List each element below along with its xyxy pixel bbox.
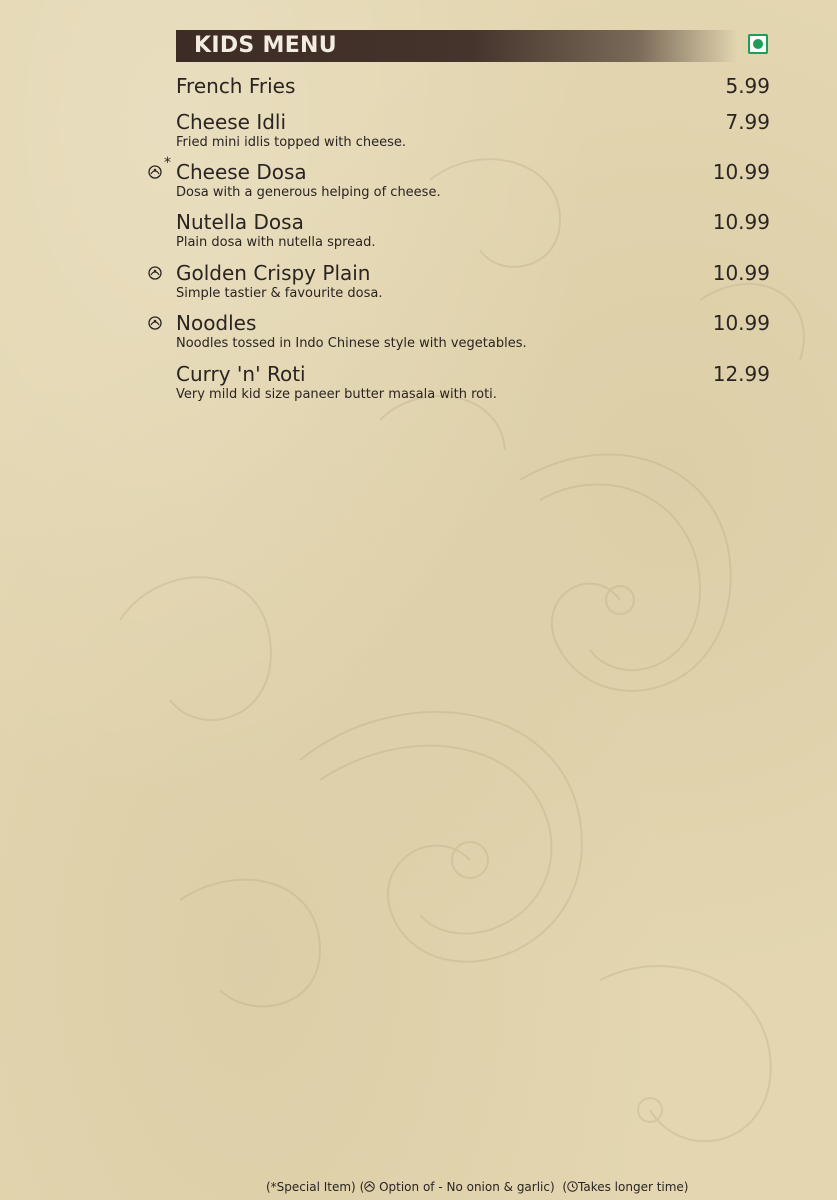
item-price: 10.99 (712, 311, 770, 335)
no-onion-garlic-icon (364, 1181, 375, 1192)
no-onion-garlic-icon (148, 316, 162, 330)
option-note-open: ( (359, 1180, 365, 1194)
item-name: French Fries (176, 74, 296, 98)
no-onion-garlic-icon (148, 266, 162, 280)
item-name: Golden Crispy Plain (176, 261, 371, 285)
item-description: Plain dosa with nutella spread. (176, 235, 376, 250)
item-price: 10.99 (712, 261, 770, 285)
legend-footnote (266, 1180, 689, 1194)
menu-item (176, 311, 770, 352)
item-description: Dosa with a generous helping of cheese. (176, 185, 441, 200)
item-name: Cheese Dosa (176, 160, 307, 184)
item-name: Noodles (176, 311, 257, 335)
item-description: Noodles tossed in Indo Chinese style with vegetables. (176, 336, 527, 351)
item-price: 7.99 (725, 110, 770, 134)
item-price: 12.99 (712, 362, 770, 386)
option-note: Option of - No onion & garlic) (379, 1180, 555, 1194)
menu-item (176, 110, 770, 151)
no-onion-garlic-icon (148, 165, 162, 179)
item-name: Nutella Dosa (176, 210, 304, 234)
menu-item (176, 362, 770, 403)
item-price: 10.99 (712, 160, 770, 184)
menu-item (176, 261, 770, 302)
menu-item (176, 210, 770, 251)
special-item-star-icon: * (164, 155, 171, 171)
section-title: KIDS MENU (194, 33, 337, 58)
item-name: Curry 'n' Roti (176, 362, 306, 386)
time-note: Takes longer time) (578, 1180, 689, 1194)
item-name: Cheese Idli (176, 110, 287, 134)
menu-item (164, 155, 770, 201)
item-description: Simple tastier & favourite dosa. (176, 286, 383, 301)
time-note-open: ( (562, 1180, 567, 1194)
item-description: Very mild kid size paneer butter masala with roti. (176, 387, 497, 402)
special-item-note: (*Special Item) (266, 1180, 356, 1194)
item-price: 10.99 (712, 210, 770, 234)
clock-icon (567, 1181, 578, 1192)
item-description: Fried mini idlis topped with cheese. (176, 135, 407, 150)
menu-item (176, 74, 770, 98)
section-header (176, 30, 768, 62)
veg-indicator-icon (748, 34, 768, 54)
item-price: 5.99 (725, 74, 770, 98)
